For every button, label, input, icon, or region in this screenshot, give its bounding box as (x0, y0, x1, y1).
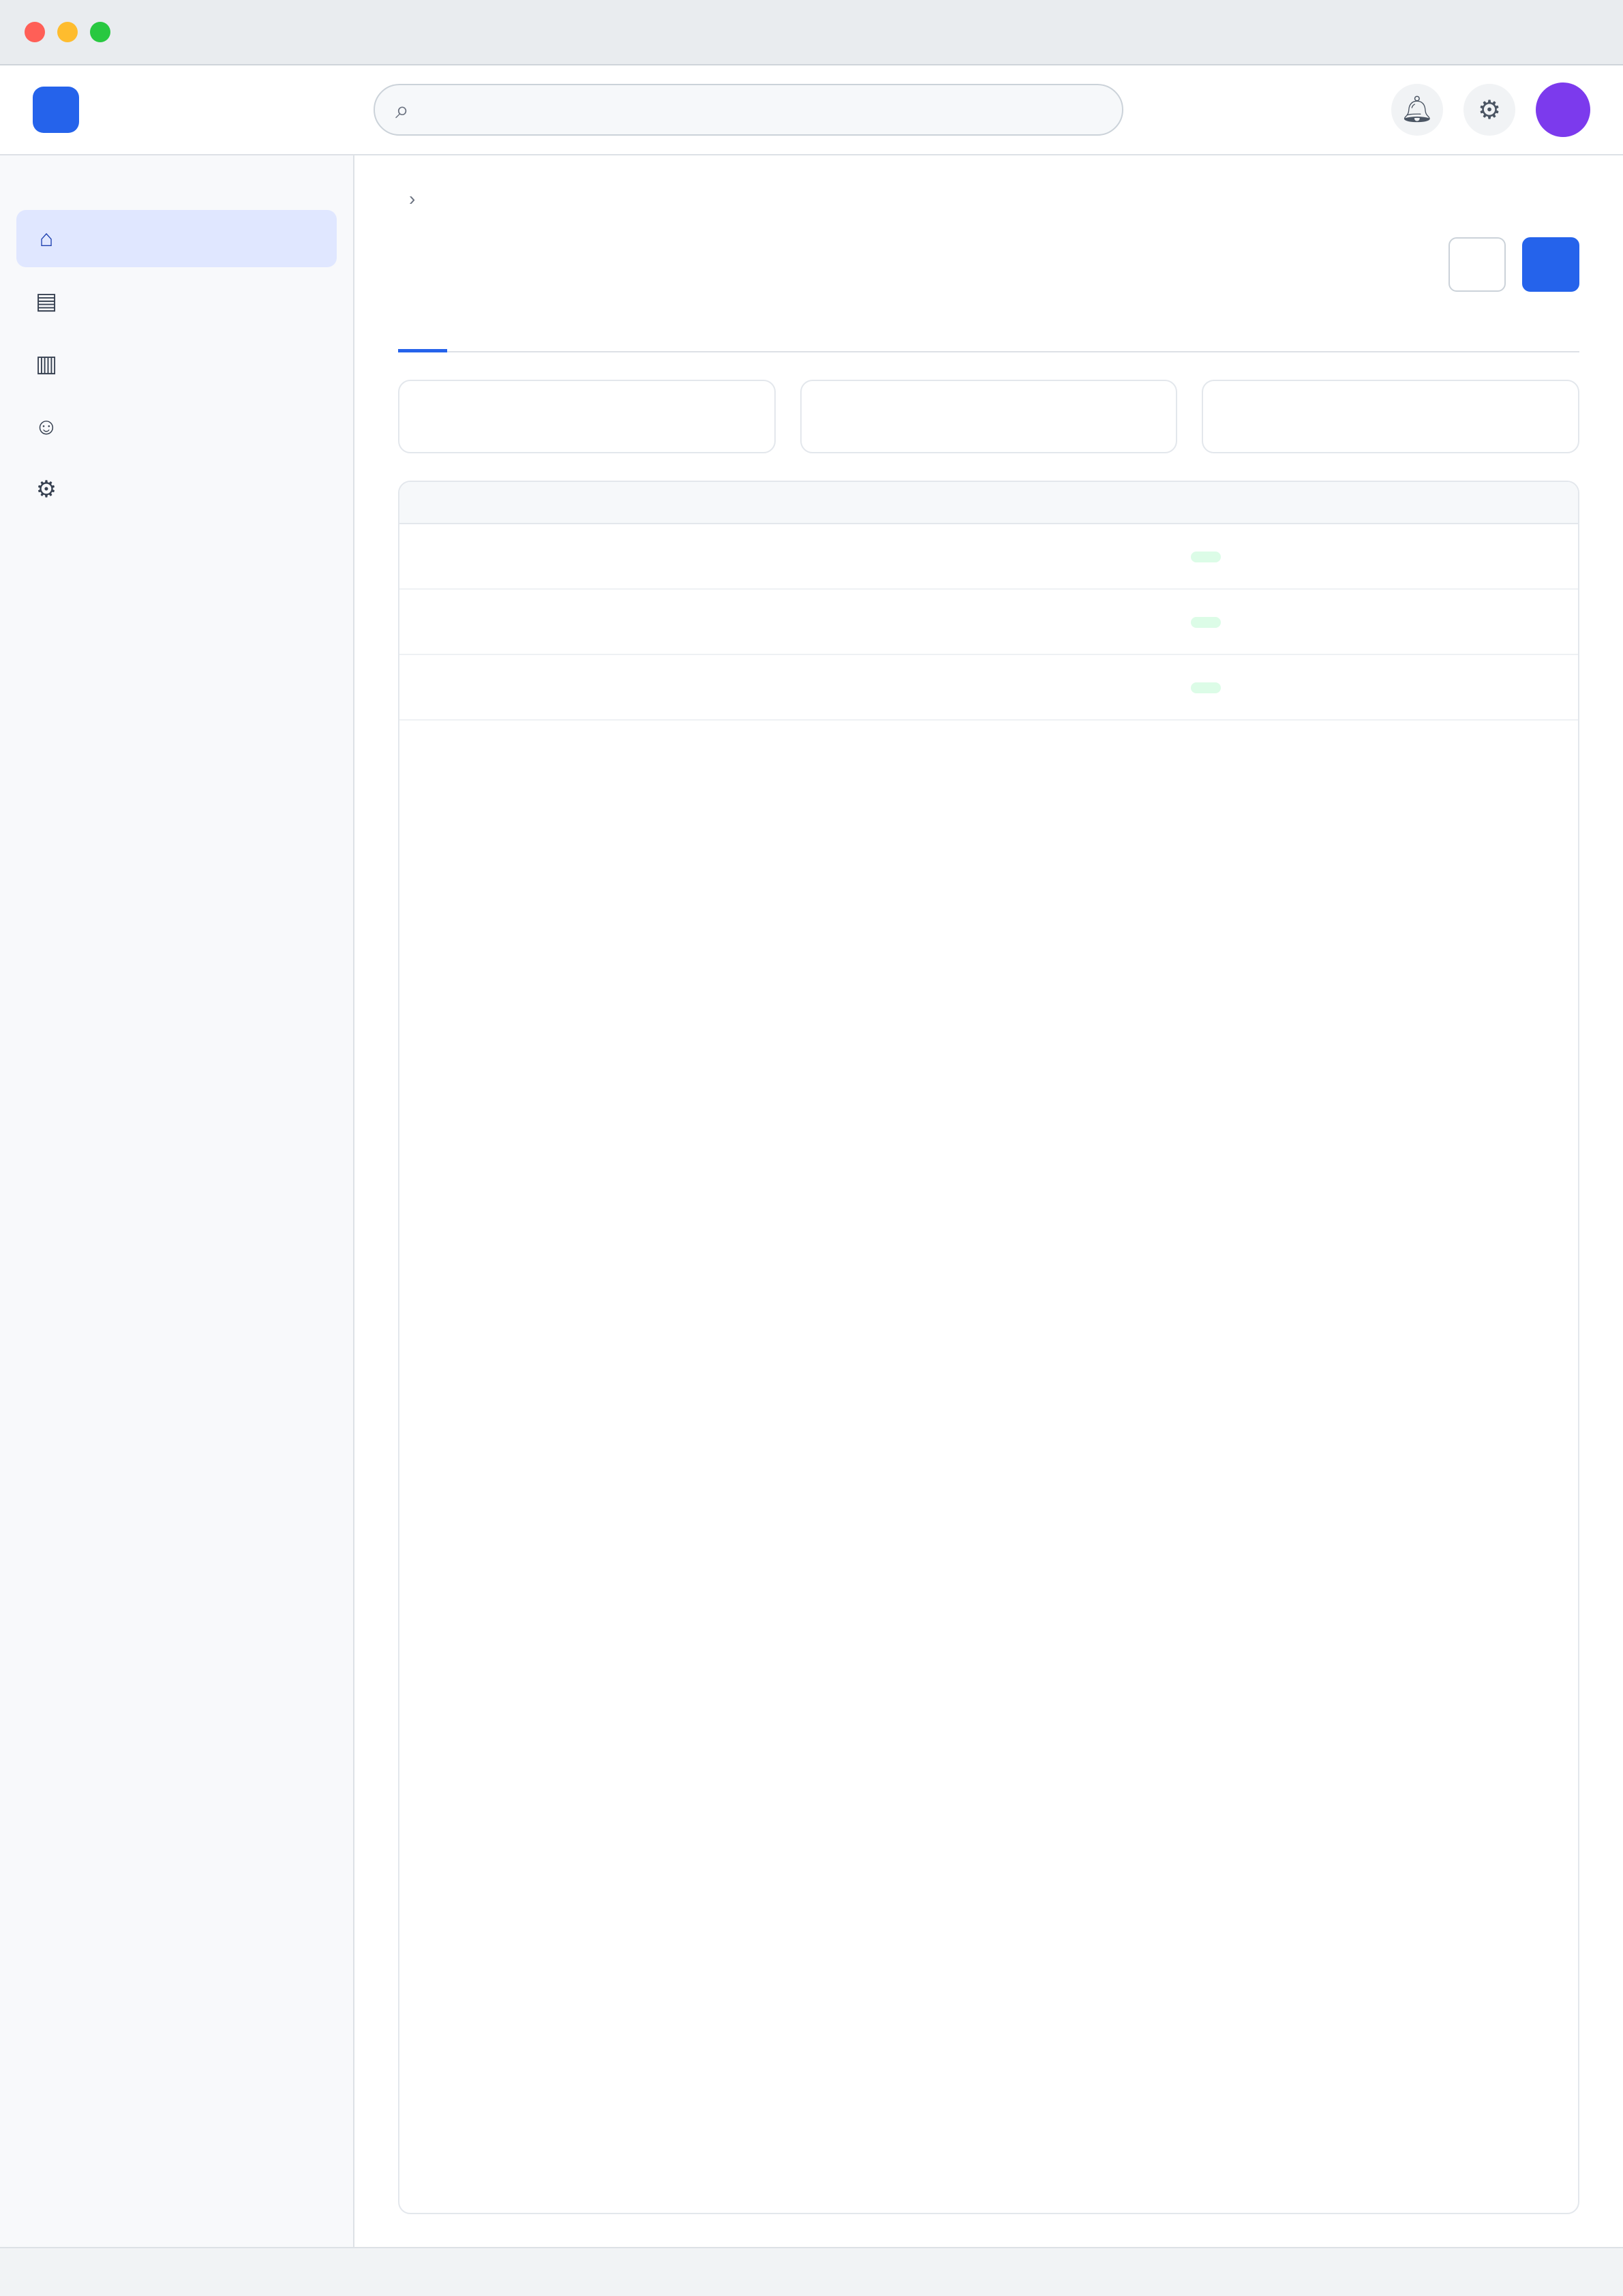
status-bar (0, 2247, 1623, 2296)
table-cell (911, 524, 1166, 589)
table-cell (655, 524, 911, 589)
table-cell (655, 654, 911, 720)
page-header (398, 237, 1579, 292)
breadcrumb (398, 188, 1579, 210)
window-titlebar (0, 0, 1623, 65)
main-content (354, 155, 1623, 2247)
table-cell (655, 589, 911, 654)
status-badge (1191, 617, 1221, 628)
gear-icon: ⚙ (1477, 95, 1502, 125)
summary-card[interactable] (398, 380, 776, 453)
close-window-button[interactable] (25, 22, 45, 42)
table-cell (911, 654, 1166, 720)
bell-icon: 🔔︎ (1400, 95, 1434, 124)
column-header[interactable] (655, 482, 911, 524)
sidebar-item-5[interactable] (16, 461, 337, 518)
table-header-row (399, 482, 1578, 524)
table-cell (399, 524, 655, 589)
users-icon: ☺ (34, 413, 59, 440)
summary-cards (398, 380, 1579, 453)
table-row[interactable] (399, 589, 1578, 654)
top-bar (0, 65, 1623, 155)
logo (33, 87, 79, 133)
avatar[interactable] (1536, 82, 1590, 137)
app-body (0, 155, 1623, 2247)
chevron-right-icon: › (409, 188, 416, 209)
table-row[interactable] (399, 524, 1578, 589)
search-box (374, 84, 1123, 136)
sidebar-item-2[interactable] (16, 273, 337, 330)
chart-icon: ▥ (35, 351, 58, 377)
sidebar-item-1[interactable] (16, 210, 337, 267)
search-input[interactable] (423, 97, 1102, 123)
sidebar-item-4[interactable] (16, 398, 337, 455)
summary-card[interactable] (1202, 380, 1579, 453)
table-cell (1166, 654, 1578, 720)
table-row[interactable] (399, 654, 1578, 720)
table-cell (399, 589, 655, 654)
status-badge (1191, 552, 1221, 562)
table (399, 482, 1578, 721)
tab-1[interactable] (398, 319, 447, 352)
header-actions (1448, 237, 1579, 292)
table-header (399, 482, 1578, 524)
primary-action-button[interactable] (1522, 237, 1579, 292)
column-header[interactable] (911, 482, 1166, 524)
tab-3[interactable] (510, 319, 559, 352)
maximize-window-button[interactable] (90, 22, 110, 42)
data-table (398, 481, 1579, 2214)
table-cell (1166, 589, 1578, 654)
status-badge (1191, 682, 1221, 693)
folder-icon: ▤ (35, 288, 58, 314)
tab-bar (398, 319, 1579, 352)
sidebar-heading (16, 183, 337, 205)
sidebar-item-3[interactable] (16, 335, 337, 393)
column-header[interactable] (399, 482, 655, 524)
sidebar (0, 155, 354, 2247)
table-cell (911, 589, 1166, 654)
settings-button[interactable] (1463, 84, 1515, 136)
topbar-actions (1391, 82, 1590, 137)
table-cell (399, 654, 655, 720)
column-header[interactable] (1166, 482, 1578, 524)
table-cell (1166, 524, 1578, 589)
brand[interactable] (33, 87, 346, 133)
gear-icon: ⚙ (35, 477, 57, 502)
home-icon: ⌂ (39, 225, 54, 252)
window-controls (25, 22, 110, 42)
tab-2[interactable] (454, 319, 503, 352)
search-icon: ⌕ (395, 95, 410, 123)
summary-card[interactable] (800, 380, 1178, 453)
minimize-window-button[interactable] (57, 22, 78, 42)
secondary-action-button[interactable] (1448, 237, 1506, 292)
notifications-button[interactable] (1391, 84, 1443, 136)
table-body (399, 524, 1578, 720)
